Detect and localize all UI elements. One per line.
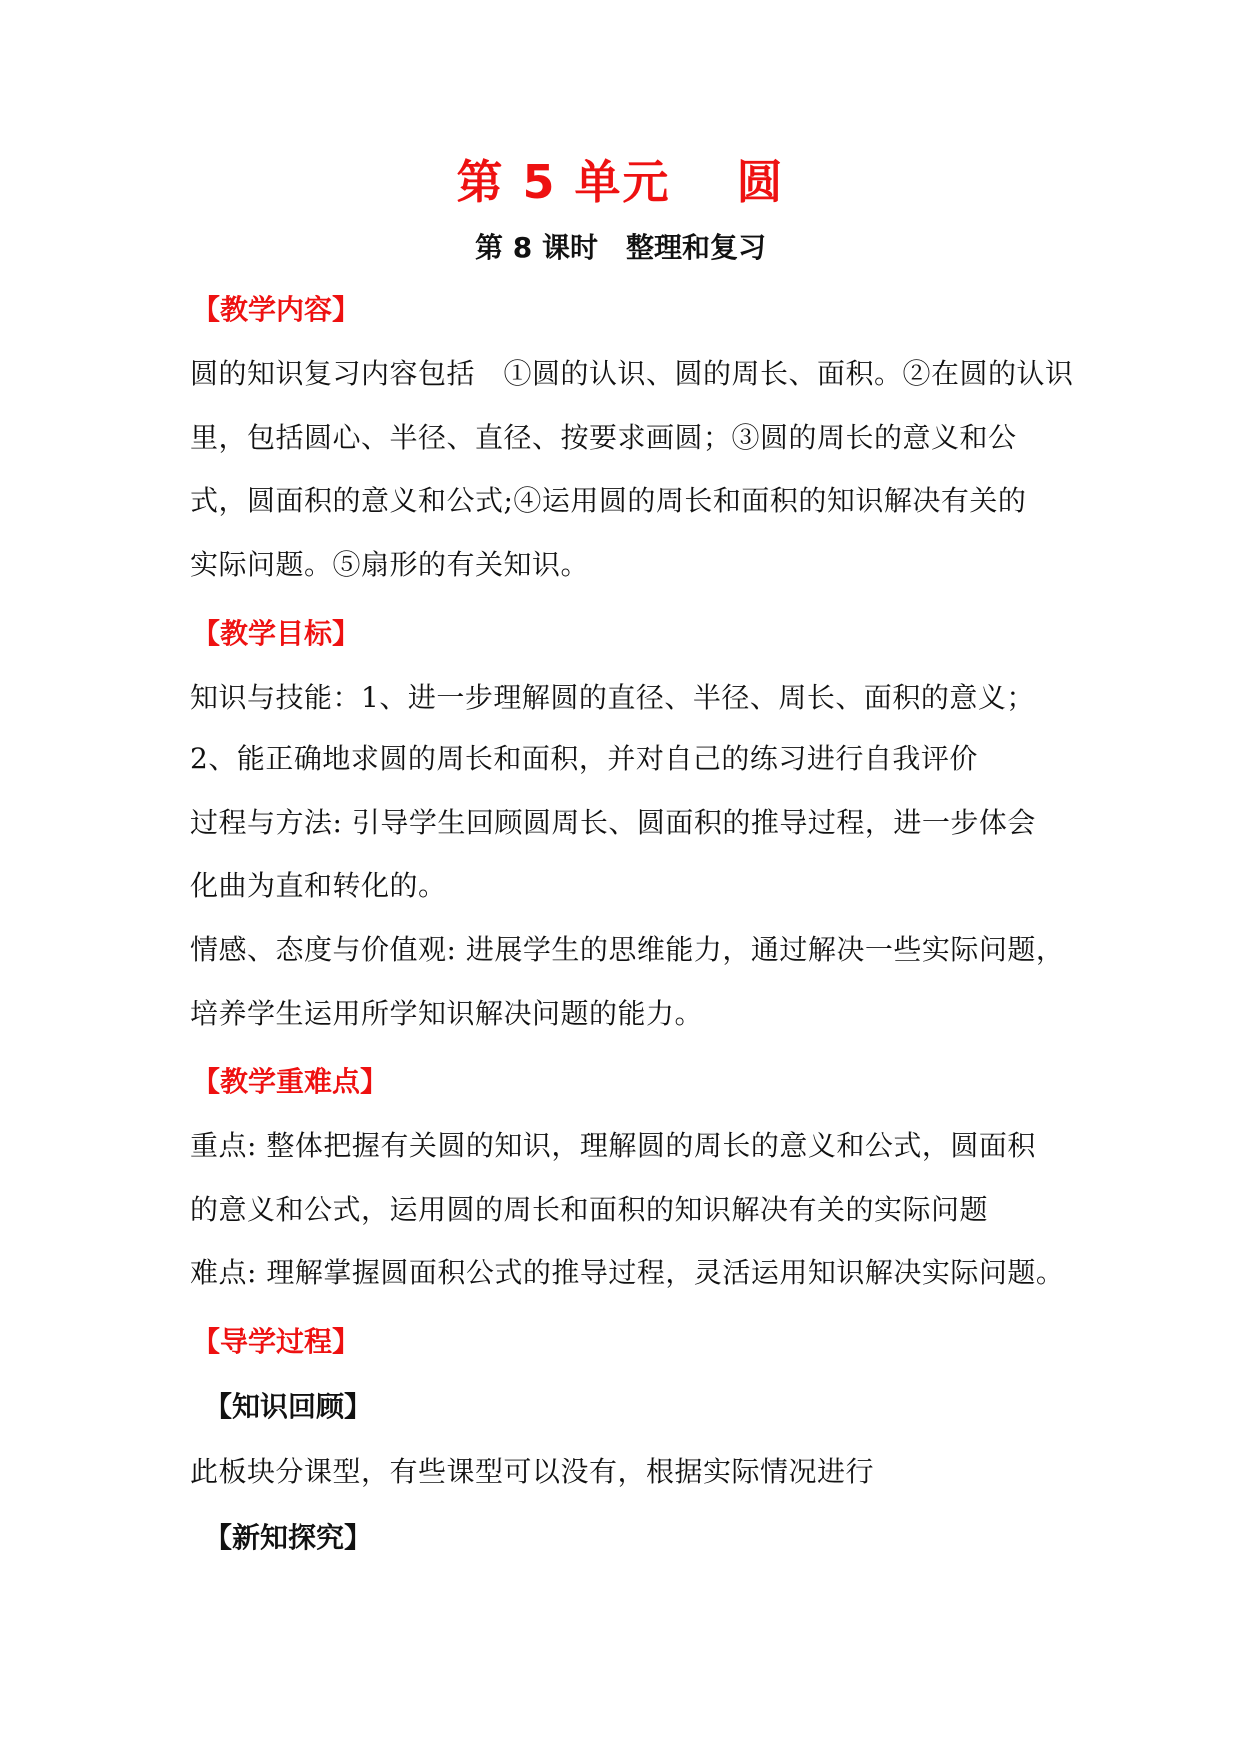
section-heading-key-points: 【教学重难点】: [192, 1065, 389, 1098]
review-line: 此板块分课型，有些课型可以没有，根据实际情况进行: [190, 1455, 875, 1488]
section-heading-process: 【导学过程】: [192, 1325, 361, 1358]
lesson-subtitle: 第 8 课时 整理和复习: [475, 231, 766, 264]
section-heading-content: 【教学内容】: [192, 293, 361, 326]
content-line: 实际问题。⑤扇形的有关知识。: [190, 548, 590, 581]
subheading-review: 【知识回顾】: [204, 1390, 373, 1423]
goals-line: 化曲为直和转化的。: [190, 869, 447, 902]
key-points-line: 的意义和公式，运用圆的周长和面积的知识解决有关的实际问题: [190, 1193, 989, 1226]
content-line: 圆的知识复习内容包括 ①圆的认识、圆的周长、面积。②在圆的认识: [190, 357, 1074, 390]
key-points-line: 重点: 整体把握有关圆的知识，理解圆的周长的意义和公式，圆面积: [190, 1129, 1036, 1162]
goals-line: 2、能正确地求圆的周长和面积，并对自己的练习进行自我评价: [190, 742, 978, 775]
section-heading-goals: 【教学目标】: [192, 617, 361, 650]
content-line: 式，圆面积的意义和公式;④运用圆的周长和面积的知识解决有关的: [190, 484, 1027, 517]
goals-line: 知识与技能：1、进一步理解圆的直径、半径、周长、面积的意义；: [190, 681, 1035, 714]
goals-line: 过程与方法: 引导学生回顾圆周长、圆面积的推导过程，进一步体会: [190, 806, 1036, 839]
key-points-line: 难点: 理解掌握圆面积公式的推导过程，灵活运用知识解决实际问题。: [190, 1256, 1065, 1289]
goals-line: 培养学生运用所学知识解决问题的能力。: [190, 997, 704, 1030]
goals-line: 情感、态度与价值观: 进展学生的思维能力，通过解决一些实际问题，: [190, 933, 1065, 966]
page-title: 第 5 单元 圆: [456, 155, 785, 209]
content-line: 里，包括圆心、半径、直径、按要求画圆；③圆的周长的意义和公: [190, 421, 1017, 454]
subheading-explore: 【新知探究】: [204, 1521, 373, 1554]
